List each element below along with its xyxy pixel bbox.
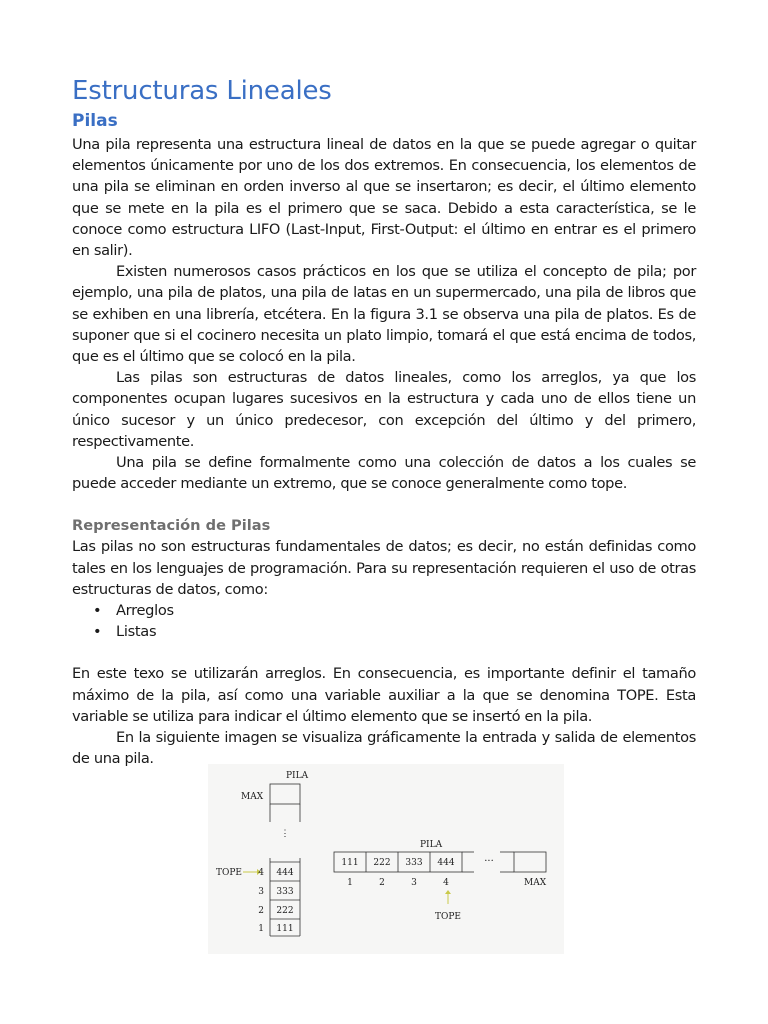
horizontal-tope-label: TOPE <box>434 912 462 922</box>
vertical-max-cell <box>270 784 300 804</box>
vertical-cell-value: 222 <box>276 906 294 916</box>
vertical-cell-index: 3 <box>258 887 264 897</box>
document-page <box>72 74 696 769</box>
horizontal-cell-index: 2 <box>379 878 385 888</box>
paragraph-pilas-2: Existen numerosos casos prácticos en los que se utiliza el concepto de pila; por ejemplo, una pila de platos, una pila de latas en un supermercado, una pila de libros que se exhiben en una librería, etcétera. En la figura 3.1 se observa una pila de platos. Es de suponer que si el cocinero necesita un plato limpio, tomará el que está encima de todos, que es el último que se colocó en la pila. <box>72 263 696 366</box>
horizontal-cell-value: 111 <box>341 858 359 868</box>
horizontal-cell-value: 222 <box>373 858 391 868</box>
vertical-cell-index: 1 <box>258 924 264 934</box>
paragraph-representacion-intro: Las pilas no son estructuras fundamentales de datos; es decir, no están definidas como tales en los lenguajes de programación. Para su representación requieren el uso de otras estructuras de datos, como: <box>72 538 696 598</box>
bullet-list <box>72 600 696 642</box>
paragraph-pilas-1: Una pila representa una estructura lineal de datos en la que se puede agregar o quitar elementos únicamente por uno de los dos extremos. En consecuencia, los elementos de una pila se eliminan en orden inverso al que se insertaron; es decir, el último elemento que se mete en la pila es el primero que se saca. Debido a esta característica, se le conoce como estructura LIFO (Last-Input, First-Output: el último en entrar es el primero en salir). <box>72 136 696 260</box>
paragraph-figure-intro: En la siguiente imagen se visualiza gráficamente la entrada y salida de elementos de una pila. <box>72 729 696 768</box>
horizontal-cell-index: 1 <box>347 878 353 888</box>
vertical-cell-index: 2 <box>258 906 264 916</box>
paragraph-pilas-3: Las pilas son estructuras de datos lineales, como los arreglos, ya que los componentes ocupan lugares sucesivos en la estructura y cada uno de ellos tiene un único sucesor y un único predecesor, con excepción del último y del primero, respectivamente. <box>72 369 696 450</box>
paragraph-arreglos: En este texo se utilizarán arreglos. En consecuencia, es importante definir el tamaño máximo de la pila, así como una variable auxiliar a la que se denomina TOPE. Esta variable se utiliza para indicar el último elemento que se insertó en la pila. <box>72 665 696 725</box>
bullet-glyph: • <box>93 602 102 620</box>
vertical-stack-label: PILA <box>286 771 309 781</box>
section-heading-pilas: Pilas <box>72 111 118 131</box>
vertical-cell-value: 333 <box>276 887 294 897</box>
bullet-glyph: • <box>93 623 102 641</box>
vertical-cell-index: 4 <box>258 868 264 878</box>
list-item <box>72 600 696 621</box>
vertical-cell-value: 111 <box>276 924 294 934</box>
horizontal-ellipsis-icon: ··· <box>484 856 494 867</box>
horizontal-max-cell <box>514 852 546 872</box>
list-item <box>72 621 696 642</box>
list-item-label: Listas <box>116 623 157 641</box>
vertical-ellipsis-icon: ⋮ <box>280 829 290 839</box>
vertical-tope-label: TOPE <box>216 868 243 878</box>
horizontal-cell-value: 333 <box>405 858 423 868</box>
vertical-max-label: MAX <box>241 792 264 802</box>
horizontal-cell-index: 3 <box>411 878 417 888</box>
horizontal-max-label: MAX <box>524 878 547 888</box>
horizontal-cell-index: 4 <box>443 878 449 888</box>
horizontal-stack-label: PILA <box>420 840 443 850</box>
section-heading-representacion: Representación de Pilas <box>72 517 271 535</box>
horizontal-cell-value: 444 <box>437 858 455 868</box>
stack-figure <box>208 764 564 954</box>
stack-diagram <box>208 764 564 954</box>
paragraph-pilas-4: Una pila se define formalmente como una colección de datos a los cuales se puede acceder mediante un extremo, que se conoce generalmente como tope. <box>72 454 696 493</box>
document-title: Estructuras Lineales <box>72 76 332 106</box>
horizontal-tope-arrowhead-icon <box>445 890 451 894</box>
list-item-label: Arreglos <box>116 602 174 620</box>
vertical-cell-value: 444 <box>276 868 294 878</box>
